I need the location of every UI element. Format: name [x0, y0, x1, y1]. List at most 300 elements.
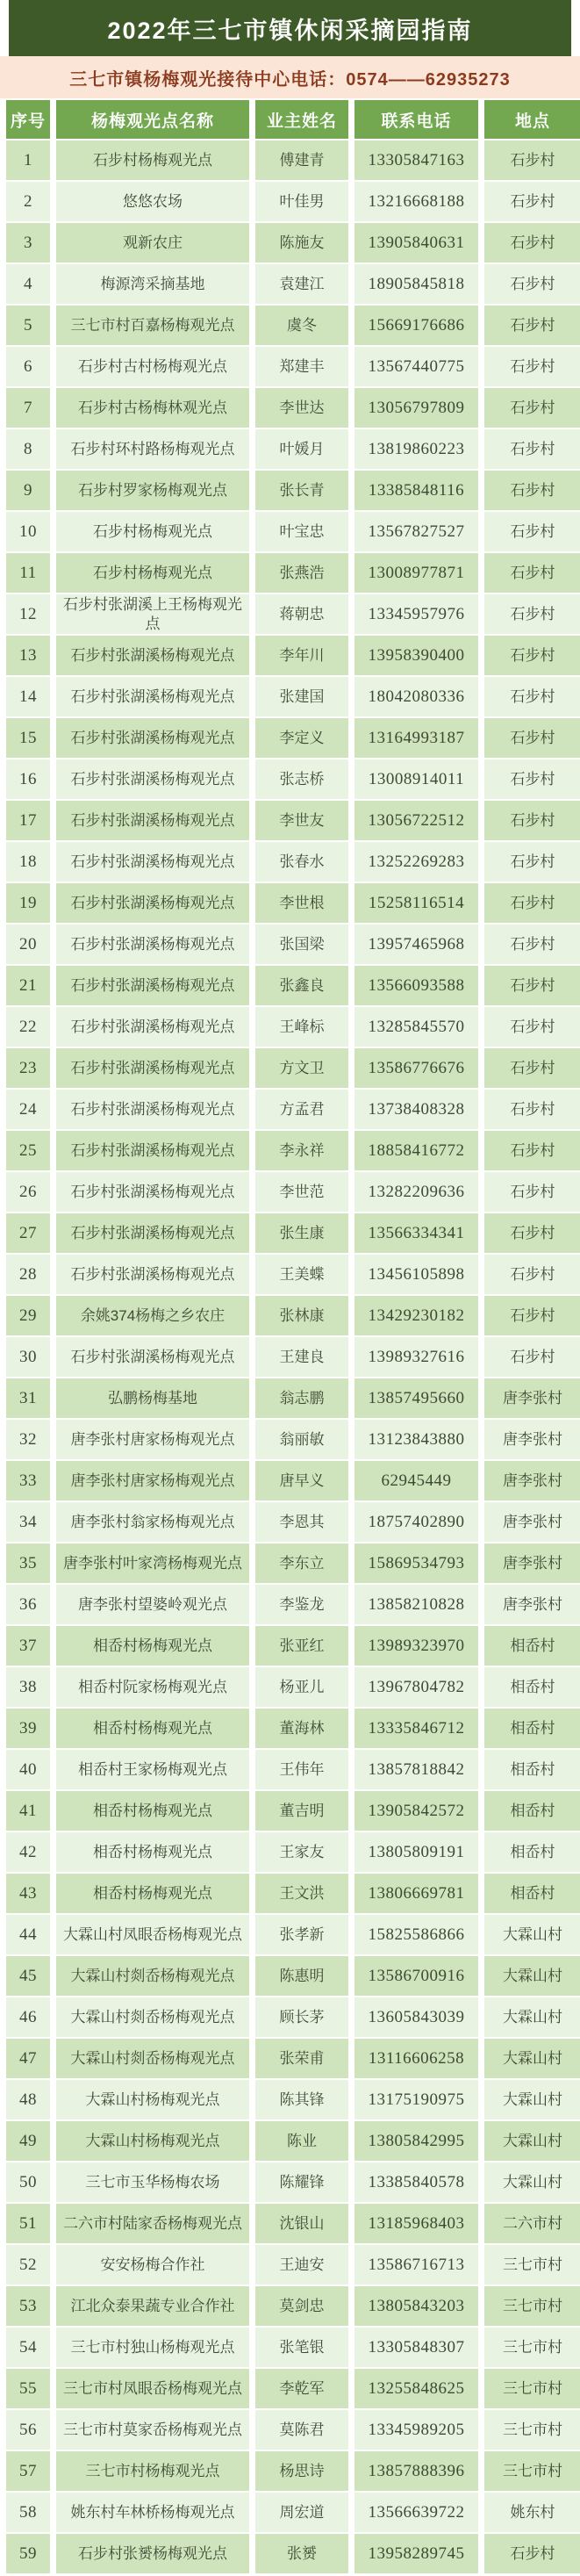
cell-place: 唐李张村 — [484, 1420, 580, 1459]
cell-no: 48 — [6, 2080, 50, 2119]
cell-owner: 张燕浩 — [255, 553, 348, 593]
cell-place: 相岙村 — [484, 1832, 580, 1872]
cell-owner: 周宏道 — [255, 2493, 348, 2532]
cell-name: 三七市村杨梅观光点 — [56, 2451, 249, 2491]
column-header-phone: 联系电话 — [354, 100, 478, 139]
cell-name: 唐李张村唐家杨梅观光点 — [56, 1420, 249, 1459]
cell-no: 31 — [6, 1378, 50, 1418]
cell-phone: 13989327616 — [354, 1337, 478, 1377]
cell-phone: 13566334341 — [354, 1213, 478, 1253]
cell-phone: 13252269283 — [354, 842, 478, 881]
cell-name: 石步村杨梅观光点 — [56, 553, 249, 593]
cell-phone: 13345989205 — [354, 2410, 478, 2450]
cell-phone: 13566639722 — [354, 2493, 478, 2532]
cell-name: 三七市村百嘉杨梅观光点 — [56, 306, 249, 345]
cell-no: 33 — [6, 1461, 50, 1500]
cell-name: 石步村张湖溪杨梅观光点 — [56, 966, 249, 1005]
cell-name: 大霖山村杨梅观光点 — [56, 2121, 249, 2161]
cell-owner: 张长青 — [255, 471, 348, 510]
cell-place: 石步村 — [484, 636, 580, 675]
cell-place: 唐李张村 — [484, 1543, 580, 1583]
cell-name: 唐李张村望婆岭观光点 — [56, 1585, 249, 1624]
cell-no: 18 — [6, 842, 50, 881]
cell-owner: 方文卫 — [255, 1048, 348, 1088]
cell-name: 石步村张湖溪杨梅观光点 — [56, 1172, 249, 1212]
cell-owner: 叶媛月 — [255, 429, 348, 469]
cell-no: 4 — [6, 264, 50, 304]
cell-name: 相岙村王家杨梅观光点 — [56, 1750, 249, 1789]
cell-owner: 袁建江 — [255, 264, 348, 304]
cell-name: 大霖山村剡岙杨梅观光点 — [56, 1997, 249, 2037]
cell-name: 大霖山村剡岙杨梅观光点 — [56, 2039, 249, 2078]
cell-place: 三七市村 — [484, 2286, 580, 2326]
cell-no: 41 — [6, 1791, 50, 1831]
cell-place: 大霖山村 — [484, 1956, 580, 1996]
cell-owner: 杨亚儿 — [255, 1667, 348, 1707]
cell-phone: 13805843203 — [354, 2286, 478, 2326]
cell-owner: 翁丽敏 — [255, 1420, 348, 1459]
orchard-table — [0, 98, 580, 2576]
cell-owner: 张林康 — [255, 1296, 348, 1335]
cell-phone: 13056722512 — [354, 801, 478, 840]
cell-owner: 李鉴龙 — [255, 1585, 348, 1624]
cell-owner: 李年川 — [255, 636, 348, 675]
cell-no: 17 — [6, 801, 50, 840]
cell-phone: 13335846712 — [354, 1709, 478, 1748]
cell-name: 石步村张湖溪杨梅观光点 — [56, 1007, 249, 1047]
cell-phone: 15869534793 — [354, 1543, 478, 1583]
cell-name: 石步村张湖溪杨梅观光点 — [56, 1255, 249, 1294]
cell-name: 相岙村杨梅观光点 — [56, 1874, 249, 1913]
cell-name: 石步村张湖溪杨梅观光点 — [56, 1213, 249, 1253]
cell-no: 53 — [6, 2286, 50, 2326]
cell-owner: 蒋朝忠 — [255, 594, 348, 634]
cell-name: 石步村张赟杨梅观光点 — [56, 2534, 249, 2573]
cell-no: 37 — [6, 1626, 50, 1666]
cell-place: 石步村 — [484, 512, 580, 551]
cell-phone: 18757402890 — [354, 1502, 478, 1542]
cell-name: 石步村古村杨梅观光点 — [56, 347, 249, 386]
cell-phone: 13116606258 — [354, 2039, 478, 2078]
cell-owner: 王美蝶 — [255, 1255, 348, 1294]
cell-name: 观新农庄 — [56, 223, 249, 263]
cell-place: 石步村 — [484, 429, 580, 469]
cell-owner: 唐早义 — [255, 1461, 348, 1500]
cell-phone: 13345957976 — [354, 594, 478, 634]
cell-no: 35 — [6, 1543, 50, 1583]
cell-owner: 李恩其 — [255, 1502, 348, 1542]
cell-place: 石步村 — [484, 223, 580, 263]
cell-phone: 13857495660 — [354, 1378, 478, 1418]
cell-phone: 13989323970 — [354, 1626, 478, 1666]
cell-no: 3 — [6, 223, 50, 263]
cell-phone: 13008914011 — [354, 759, 478, 799]
cell-place: 唐李张村 — [484, 1461, 580, 1500]
cell-no: 16 — [6, 759, 50, 799]
cell-phone: 13185968403 — [354, 2204, 478, 2243]
cell-place: 唐李张村 — [484, 1502, 580, 1542]
cell-name: 相岙村杨梅观光点 — [56, 1791, 249, 1831]
cell-name: 三七市村独山杨梅观光点 — [56, 2328, 249, 2367]
page-title: 2022年三七市镇休闲采摘园指南 — [9, 0, 571, 56]
cell-place: 相岙村 — [484, 1791, 580, 1831]
cell-no: 19 — [6, 883, 50, 923]
cell-phone: 13857888396 — [354, 2451, 478, 2491]
cell-phone: 13282209636 — [354, 1172, 478, 1212]
cell-phone: 13586700916 — [354, 1956, 478, 1996]
cell-place: 三七市村 — [484, 2410, 580, 2450]
cell-place: 石步村 — [484, 1337, 580, 1377]
cell-name: 相岙村阮家杨梅观光点 — [56, 1667, 249, 1707]
cell-owner: 张生康 — [255, 1213, 348, 1253]
cell-name: 弘鹏杨梅基地 — [56, 1378, 249, 1418]
cell-no: 40 — [6, 1750, 50, 1789]
cell-name: 石步村张湖溪杨梅观光点 — [56, 1048, 249, 1088]
cell-owner: 张春水 — [255, 842, 348, 881]
cell-phone: 13958289745 — [354, 2534, 478, 2573]
cell-phone: 13857818842 — [354, 1750, 478, 1789]
cell-place: 石步村 — [484, 264, 580, 304]
cell-phone: 13305848307 — [354, 2328, 478, 2367]
cell-name: 相岙村杨梅观光点 — [56, 1626, 249, 1666]
cell-place: 石步村 — [484, 2534, 580, 2573]
cell-phone: 18905845818 — [354, 264, 478, 304]
cell-place: 三七市村 — [484, 2245, 580, 2285]
cell-name: 二六市村陆家岙杨梅观光点 — [56, 2204, 249, 2243]
cell-phone: 13175190975 — [354, 2080, 478, 2119]
cell-name: 石步村张湖溪杨梅观光点 — [56, 718, 249, 758]
cell-no: 23 — [6, 1048, 50, 1088]
cell-place: 石步村 — [484, 1255, 580, 1294]
cell-no: 36 — [6, 1585, 50, 1624]
cell-no: 54 — [6, 2328, 50, 2367]
cell-phone: 13385848116 — [354, 471, 478, 510]
cell-owner: 张鑫良 — [255, 966, 348, 1005]
cell-owner: 张笔银 — [255, 2328, 348, 2367]
cell-phone: 13957465968 — [354, 925, 478, 964]
cell-phone: 18858416772 — [354, 1131, 478, 1170]
cell-place: 石步村 — [484, 925, 580, 964]
cell-phone: 13567440775 — [354, 347, 478, 386]
cell-owner: 陈其锋 — [255, 2080, 348, 2119]
cell-name: 唐李张村叶家湾杨梅观光点 — [56, 1543, 249, 1583]
cell-place: 大霖山村 — [484, 2080, 580, 2119]
cell-no: 10 — [6, 512, 50, 551]
cell-no: 59 — [6, 2534, 50, 2573]
cell-no: 58 — [6, 2493, 50, 2532]
cell-phone: 62945449 — [354, 1461, 478, 1500]
cell-no: 9 — [6, 471, 50, 510]
column-header-owner: 业主姓名 — [255, 100, 348, 139]
cell-no: 43 — [6, 1874, 50, 1913]
cell-phone: 13858210828 — [354, 1585, 478, 1624]
cell-no: 11 — [6, 553, 50, 593]
cell-name: 大霖山村剡岙杨梅观光点 — [56, 1956, 249, 1996]
cell-name: 石步村张湖溪杨梅观光点 — [56, 925, 249, 964]
cell-phone: 13586716713 — [354, 2245, 478, 2285]
cell-no: 45 — [6, 1956, 50, 1996]
cell-place: 石步村 — [484, 677, 580, 716]
cell-no: 20 — [6, 925, 50, 964]
cell-place: 石步村 — [484, 347, 580, 386]
cell-owner: 傅建青 — [255, 140, 348, 180]
cell-owner: 王建良 — [255, 1337, 348, 1377]
cell-owner: 郑建丰 — [255, 347, 348, 386]
cell-phone: 15258116514 — [354, 883, 478, 923]
cell-phone: 13905840631 — [354, 223, 478, 263]
cell-name: 石步村张湖溪杨梅观光点 — [56, 677, 249, 716]
cell-no: 2 — [6, 182, 50, 221]
column-header-place: 地点 — [484, 100, 580, 139]
cell-owner: 翁志鹏 — [255, 1378, 348, 1418]
cell-name: 石步村环村路杨梅观光点 — [56, 429, 249, 469]
cell-phone: 15825586866 — [354, 1915, 478, 1954]
cell-owner: 莫陈君 — [255, 2410, 348, 2450]
cell-no: 8 — [6, 429, 50, 469]
cell-name: 唐李张村翁家杨梅观光点 — [56, 1502, 249, 1542]
cell-place: 唐李张村 — [484, 1378, 580, 1418]
cell-name: 石步村张湖溪杨梅观光点 — [56, 1090, 249, 1129]
cell-owner: 王伟年 — [255, 1750, 348, 1789]
cell-place: 石步村 — [484, 1131, 580, 1170]
cell-no: 6 — [6, 347, 50, 386]
cell-owner: 李世根 — [255, 883, 348, 923]
cell-owner: 王迪安 — [255, 2245, 348, 2285]
cell-phone: 18042080336 — [354, 677, 478, 716]
column-header-name: 杨梅观光点名称 — [56, 100, 249, 139]
cell-owner: 方孟君 — [255, 1090, 348, 1129]
cell-place: 大霖山村 — [484, 2121, 580, 2161]
cell-place: 大霖山村 — [484, 1915, 580, 1954]
cell-owner: 叶佳男 — [255, 182, 348, 221]
cell-phone: 13605843039 — [354, 1997, 478, 2037]
cell-no: 42 — [6, 1832, 50, 1872]
cell-name: 悠悠农场 — [56, 182, 249, 221]
cell-place: 三七市村 — [484, 2369, 580, 2408]
cell-no: 29 — [6, 1296, 50, 1335]
cell-no: 24 — [6, 1090, 50, 1129]
cell-no: 32 — [6, 1420, 50, 1459]
cell-owner: 顾长茅 — [255, 1997, 348, 2037]
cell-place: 石步村 — [484, 471, 580, 510]
cell-place: 石步村 — [484, 388, 580, 428]
cell-place: 相岙村 — [484, 1750, 580, 1789]
cell-no: 14 — [6, 677, 50, 716]
cell-name: 石步村古杨梅林观光点 — [56, 388, 249, 428]
contact-info: 三七市镇杨梅观光接待中心电话：0574——62935273 — [0, 56, 580, 98]
cell-no: 44 — [6, 1915, 50, 1954]
cell-place: 唐李张村 — [484, 1585, 580, 1624]
cell-owner: 李定义 — [255, 718, 348, 758]
cell-name: 三七市村凤眼岙杨梅观光点 — [56, 2369, 249, 2408]
cell-no: 21 — [6, 966, 50, 1005]
cell-name: 大霖山村凤眼岙杨梅观光点 — [56, 1915, 249, 1954]
cell-phone: 13008977871 — [354, 553, 478, 593]
cell-place: 石步村 — [484, 883, 580, 923]
cell-no: 56 — [6, 2410, 50, 2450]
cell-phone: 15669176686 — [354, 306, 478, 345]
cell-no: 46 — [6, 1997, 50, 2037]
cell-owner: 王文洪 — [255, 1874, 348, 1913]
cell-owner: 张建国 — [255, 677, 348, 716]
cell-owner: 董吉明 — [255, 1791, 348, 1831]
cell-no: 12 — [6, 594, 50, 634]
cell-place: 二六市村 — [484, 2204, 580, 2243]
cell-phone: 13805842995 — [354, 2121, 478, 2161]
cell-phone: 13905842572 — [354, 1791, 478, 1831]
cell-no: 55 — [6, 2369, 50, 2408]
cell-no: 38 — [6, 1667, 50, 1707]
cell-place: 大霖山村 — [484, 1997, 580, 2037]
cell-no: 13 — [6, 636, 50, 675]
cell-phone: 13738408328 — [354, 1090, 478, 1129]
cell-owner: 董海林 — [255, 1709, 348, 1748]
cell-owner: 李世达 — [255, 388, 348, 428]
cell-place: 石步村 — [484, 1296, 580, 1335]
column-header-no: 序号 — [6, 100, 50, 139]
cell-place: 相岙村 — [484, 1626, 580, 1666]
cell-phone: 13429230182 — [354, 1296, 478, 1335]
cell-phone: 13567827527 — [354, 512, 478, 551]
cell-owner: 张荣甫 — [255, 2039, 348, 2078]
cell-place: 石步村 — [484, 594, 580, 634]
cell-place: 石步村 — [484, 1213, 580, 1253]
cell-owner: 李东立 — [255, 1543, 348, 1583]
cell-phone: 13566093588 — [354, 966, 478, 1005]
cell-no: 49 — [6, 2121, 50, 2161]
cell-phone: 13216668188 — [354, 182, 478, 221]
cell-name: 石步村张湖溪杨梅观光点 — [56, 759, 249, 799]
cell-place: 石步村 — [484, 801, 580, 840]
cell-name: 三七市村莫家岙杨梅观光点 — [56, 2410, 249, 2450]
cell-owner: 李永祥 — [255, 1131, 348, 1170]
cell-owner: 王家友 — [255, 1832, 348, 1872]
cell-place: 相岙村 — [484, 1709, 580, 1748]
cell-place: 大霖山村 — [484, 2162, 580, 2202]
cell-phone: 13806669781 — [354, 1874, 478, 1913]
cell-owner: 沈银山 — [255, 2204, 348, 2243]
cell-owner: 张亚红 — [255, 1626, 348, 1666]
cell-phone: 13164993187 — [354, 718, 478, 758]
cell-name: 石步村张湖溪杨梅观光点 — [56, 1337, 249, 1377]
cell-phone: 13123843880 — [354, 1420, 478, 1459]
cell-place: 石步村 — [484, 759, 580, 799]
cell-owner: 张志桥 — [255, 759, 348, 799]
cell-name: 石步村张湖溪杨梅观光点 — [56, 842, 249, 881]
cell-phone: 13586776676 — [354, 1048, 478, 1088]
cell-phone: 13385840578 — [354, 2162, 478, 2202]
cell-owner: 虞冬 — [255, 306, 348, 345]
cell-phone: 13805809191 — [354, 1832, 478, 1872]
cell-name: 石步村张湖溪杨梅观光点 — [56, 801, 249, 840]
cell-no: 7 — [6, 388, 50, 428]
cell-owner: 叶宝忠 — [255, 512, 348, 551]
cell-owner: 莫剑忠 — [255, 2286, 348, 2326]
cell-no: 50 — [6, 2162, 50, 2202]
cell-owner: 张孝新 — [255, 1915, 348, 1954]
cell-no: 25 — [6, 1131, 50, 1170]
cell-phone: 13305847163 — [354, 140, 478, 180]
cell-phone: 13456105898 — [354, 1255, 478, 1294]
cell-name: 石步村张湖溪杨梅观光点 — [56, 1131, 249, 1170]
cell-name: 大霖山村杨梅观光点 — [56, 2080, 249, 2119]
cell-owner: 张赟 — [255, 2534, 348, 2573]
cell-name: 江北众泰果蔬专业合作社 — [56, 2286, 249, 2326]
cell-place: 相岙村 — [484, 1667, 580, 1707]
cell-name: 石步村张湖溪上王杨梅观光点 — [56, 594, 249, 634]
cell-no: 15 — [6, 718, 50, 758]
cell-owner: 张国梁 — [255, 925, 348, 964]
cell-place: 石步村 — [484, 182, 580, 221]
cell-place: 石步村 — [484, 140, 580, 180]
cell-no: 1 — [6, 140, 50, 180]
cell-phone: 13819860223 — [354, 429, 478, 469]
cell-no: 34 — [6, 1502, 50, 1542]
cell-owner: 王峰标 — [255, 1007, 348, 1047]
cell-place: 石步村 — [484, 306, 580, 345]
cell-no: 26 — [6, 1172, 50, 1212]
cell-owner: 李世友 — [255, 801, 348, 840]
cell-name: 石步村罗家杨梅观光点 — [56, 471, 249, 510]
cell-name: 石步村杨梅观光点 — [56, 512, 249, 551]
cell-no: 51 — [6, 2204, 50, 2243]
cell-owner: 陈业 — [255, 2121, 348, 2161]
cell-no: 57 — [6, 2451, 50, 2491]
cell-owner: 李世范 — [255, 1172, 348, 1212]
cell-name: 三七市玉华杨梅农场 — [56, 2162, 249, 2202]
cell-place: 三七市村 — [484, 2451, 580, 2491]
cell-phone: 13056797809 — [354, 388, 478, 428]
cell-no: 22 — [6, 1007, 50, 1047]
cell-owner: 陈惠明 — [255, 1956, 348, 1996]
cell-owner: 李乾军 — [255, 2369, 348, 2408]
cell-owner: 陈施友 — [255, 223, 348, 263]
cell-name: 石步村张湖溪杨梅观光点 — [56, 636, 249, 675]
cell-name: 石步村杨梅观光点 — [56, 140, 249, 180]
cell-place: 大霖山村 — [484, 2039, 580, 2078]
cell-place: 三七市村 — [484, 2328, 580, 2367]
cell-no: 47 — [6, 2039, 50, 2078]
cell-place: 石步村 — [484, 553, 580, 593]
cell-phone: 13285845570 — [354, 1007, 478, 1047]
cell-no: 39 — [6, 1709, 50, 1748]
cell-name: 安安杨梅合作社 — [56, 2245, 249, 2285]
cell-place: 相岙村 — [484, 1874, 580, 1913]
cell-phone: 13967804782 — [354, 1667, 478, 1707]
cell-no: 52 — [6, 2245, 50, 2285]
cell-no: 5 — [6, 306, 50, 345]
cell-place: 石步村 — [484, 966, 580, 1005]
cell-name: 姚东村车林桥杨梅观光点 — [56, 2493, 249, 2532]
cell-owner: 陈耀锋 — [255, 2162, 348, 2202]
cell-name: 相岙村杨梅观光点 — [56, 1709, 249, 1748]
cell-name: 唐李张村唐家杨梅观光点 — [56, 1461, 249, 1500]
cell-place: 石步村 — [484, 1048, 580, 1088]
cell-owner: 杨思诗 — [255, 2451, 348, 2491]
cell-name: 石步村张湖溪杨梅观光点 — [56, 883, 249, 923]
cell-name: 相岙村杨梅观光点 — [56, 1832, 249, 1872]
cell-place: 姚东村 — [484, 2493, 580, 2532]
cell-place: 石步村 — [484, 1007, 580, 1047]
cell-name: 余姚374杨梅之乡农庄 — [56, 1296, 249, 1335]
cell-place: 石步村 — [484, 1172, 580, 1212]
cell-place: 石步村 — [484, 1090, 580, 1129]
cell-phone: 13958390400 — [354, 636, 478, 675]
cell-no: 30 — [6, 1337, 50, 1377]
cell-phone: 13255848625 — [354, 2369, 478, 2408]
cell-no: 27 — [6, 1213, 50, 1253]
cell-no: 28 — [6, 1255, 50, 1294]
